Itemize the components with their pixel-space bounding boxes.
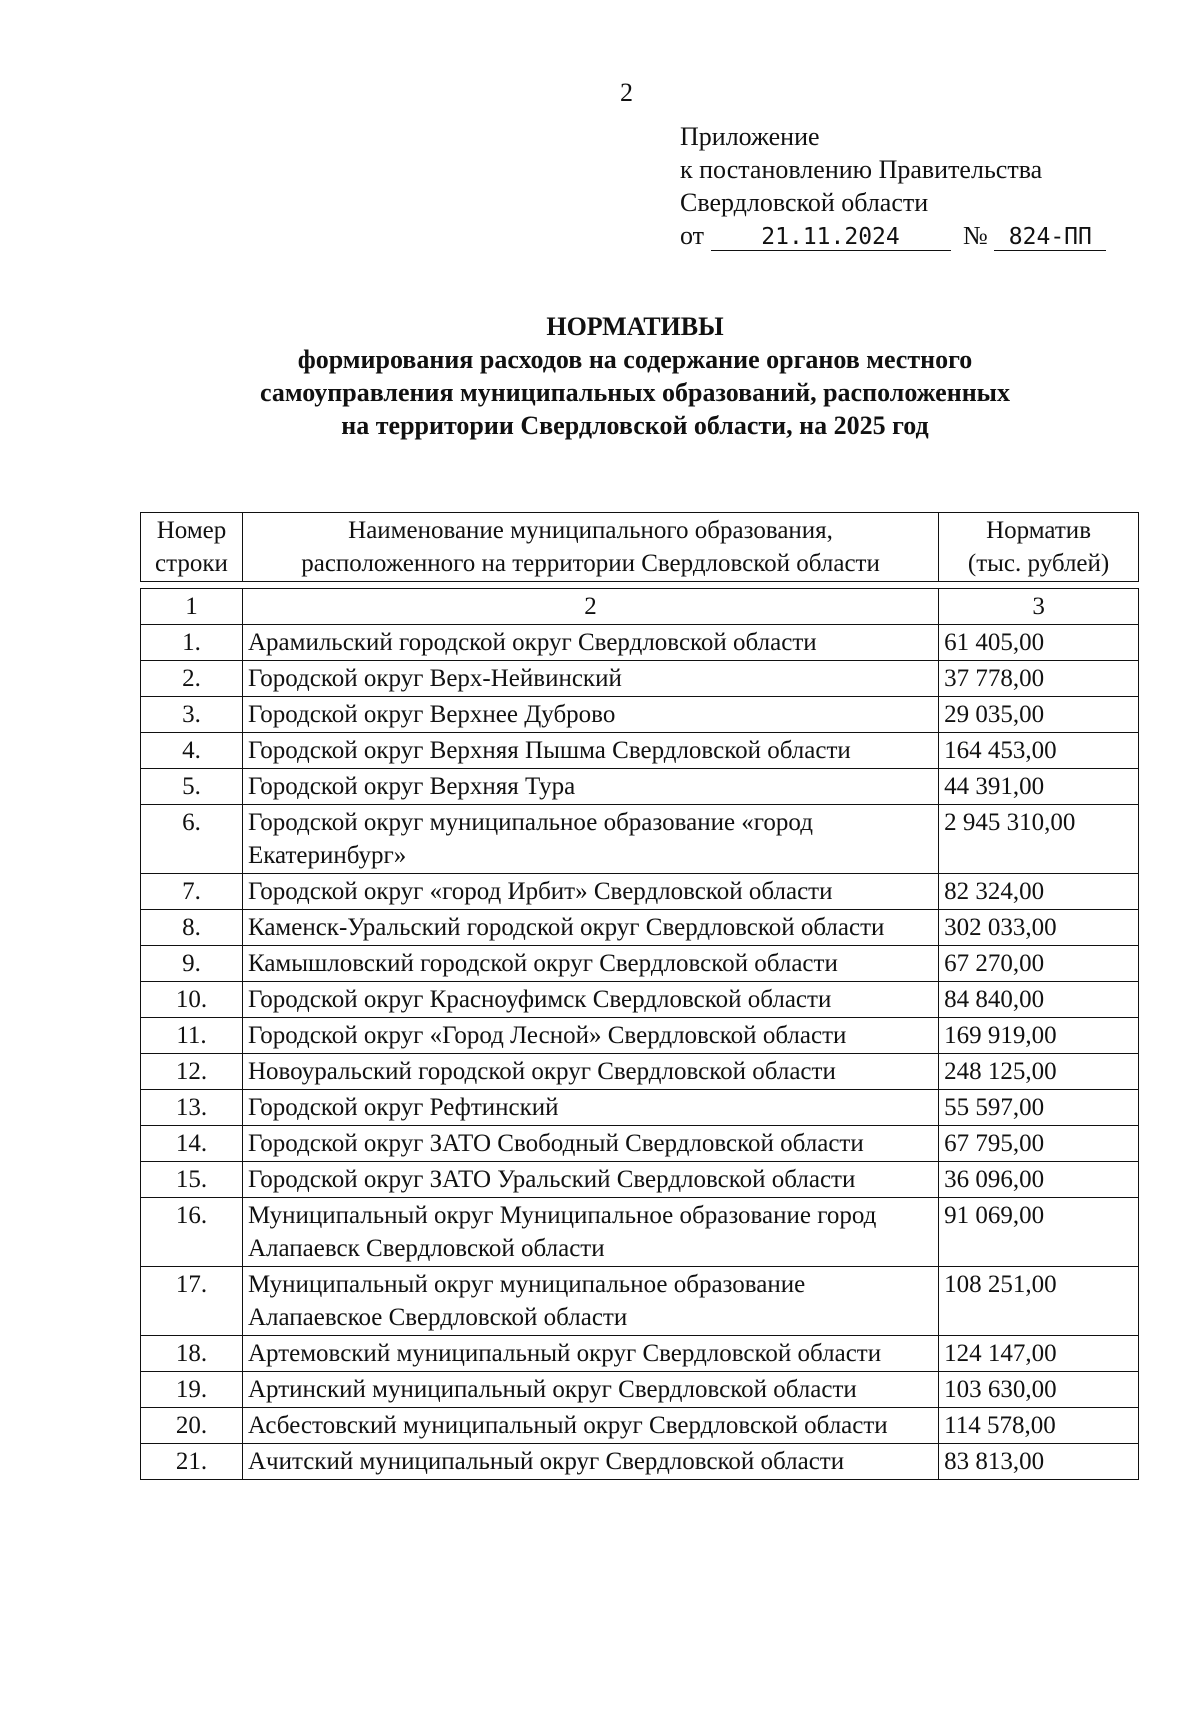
table-row	[141, 1444, 1139, 1480]
municipality-name-cell: Городской округ Верхняя Пышма Свердловской области	[242, 733, 938, 769]
norm-value-cell: 103 630,00	[939, 1372, 1139, 1408]
header-norm	[939, 513, 1139, 582]
norm-value-cell: 91 069,00	[939, 1198, 1139, 1267]
norm-value-cell: 169 919,00	[939, 1018, 1139, 1054]
municipality-name-cell: Городской округ ЗАТО Уральский Свердловской области	[242, 1162, 938, 1198]
decree-number: 824-ПП	[994, 224, 1106, 251]
row-number-cell: 19.	[141, 1372, 243, 1408]
row-number-cell: 8.	[141, 910, 243, 946]
column-number-3: 3	[939, 589, 1139, 625]
norm-value-cell: 36 096,00	[939, 1162, 1139, 1198]
row-number-cell: 9.	[141, 946, 243, 982]
norm-value-cell: 82 324,00	[939, 874, 1139, 910]
table-row	[141, 1336, 1139, 1372]
municipality-name-cell: Арамильский городской округ Свердловской области	[242, 625, 938, 661]
table-row	[141, 1267, 1139, 1336]
table-row	[141, 733, 1139, 769]
row-number-cell: 13.	[141, 1090, 243, 1126]
table-row	[141, 661, 1139, 697]
page-number: 2	[620, 78, 633, 107]
row-number-cell: 5.	[141, 769, 243, 805]
norm-value-cell: 37 778,00	[939, 661, 1139, 697]
table-row	[141, 697, 1139, 733]
row-number-cell: 7.	[141, 874, 243, 910]
norm-value-cell: 302 033,00	[939, 910, 1139, 946]
norm-value-cell: 248 125,00	[939, 1054, 1139, 1090]
appendix-date-line	[680, 219, 1106, 252]
row-number-cell: 2.	[141, 661, 243, 697]
municipality-name-cell: Ачитский муниципальный округ Свердловской области	[242, 1444, 938, 1480]
table-row	[141, 1018, 1139, 1054]
row-number-cell: 12.	[141, 1054, 243, 1090]
title-heading: НОРМАТИВЫ	[546, 312, 724, 341]
municipality-name-cell: Новоуральский городской округ Свердловской области	[242, 1054, 938, 1090]
header-row-number-line-2: строки	[155, 550, 228, 577]
norm-value-cell: 164 453,00	[939, 733, 1139, 769]
municipality-name-cell: Муниципальный округ Муниципальное образование город Алапаевск Свердловской области	[242, 1198, 938, 1267]
norm-value-cell: 44 391,00	[939, 769, 1139, 805]
column-number-1: 1	[141, 589, 243, 625]
municipality-name-cell: Муниципальный округ муниципальное образование Алапаевское Свердловской области	[242, 1267, 938, 1336]
municipality-name-cell: Артинский муниципальный округ Свердловской области	[242, 1372, 938, 1408]
norm-value-cell: 61 405,00	[939, 625, 1139, 661]
row-number-cell: 3.	[141, 697, 243, 733]
norm-value-cell: 108 251,00	[939, 1267, 1139, 1336]
municipality-name-cell: Каменск-Уральский городской округ Свердловской области	[242, 910, 938, 946]
table-row	[141, 982, 1139, 1018]
table-row	[141, 1090, 1139, 1126]
row-number-cell: 1.	[141, 625, 243, 661]
number-prefix: №	[963, 221, 988, 250]
municipality-name-cell: Городской округ «Город Лесной» Свердловской области	[242, 1018, 938, 1054]
norm-value-cell: 29 035,00	[939, 697, 1139, 733]
norm-value-cell: 67 270,00	[939, 946, 1139, 982]
date-prefix: от	[680, 221, 705, 250]
norm-value-cell: 67 795,00	[939, 1126, 1139, 1162]
header-name-line-1: Наименование муниципального образования,	[348, 517, 833, 544]
header-row-number	[141, 513, 243, 582]
header-name-line-2: расположенного на территории Свердловской области	[301, 550, 880, 577]
table-row	[141, 1408, 1139, 1444]
table-row	[141, 910, 1139, 946]
municipality-name-cell: Городской округ Верх-Нейвинский	[242, 661, 938, 697]
appendix-line-3: Свердловской области	[680, 188, 929, 217]
appendix-block	[680, 120, 1106, 252]
municipality-name-cell: Асбестовский муниципальный округ Свердловской области	[242, 1408, 938, 1444]
row-number-cell: 6.	[141, 805, 243, 874]
municipality-name-cell: Городской округ Верхняя Тура	[242, 769, 938, 805]
header-row-number-line-1: Номер	[156, 517, 227, 544]
row-number-cell: 20.	[141, 1408, 243, 1444]
title-line-3: на территории Свердловской области, на 2025 год	[341, 411, 929, 440]
norms-table	[140, 512, 1139, 1480]
table-row	[141, 1126, 1139, 1162]
municipality-name-cell: Городской округ Красноуфимск Свердловской области	[242, 982, 938, 1018]
table-row	[141, 625, 1139, 661]
municipality-name-cell: Городской округ Верхнее Дуброво	[242, 697, 938, 733]
row-number-cell: 18.	[141, 1336, 243, 1372]
column-number-row	[141, 589, 1139, 625]
municipality-name-cell: Артемовский муниципальный округ Свердловской области	[242, 1336, 938, 1372]
document-title	[0, 310, 1200, 442]
row-number-cell: 10.	[141, 982, 243, 1018]
row-number-cell: 16.	[141, 1198, 243, 1267]
norm-value-cell: 55 597,00	[939, 1090, 1139, 1126]
appendix-line-2: к постановлению Правительства	[680, 155, 1043, 184]
table-header-row	[141, 513, 1139, 582]
table-row	[141, 805, 1139, 874]
row-number-cell: 17.	[141, 1267, 243, 1336]
header-name	[242, 513, 938, 582]
norm-value-cell: 124 147,00	[939, 1336, 1139, 1372]
municipality-name-cell: Камышловский городской округ Свердловской области	[242, 946, 938, 982]
norm-value-cell: 2 945 310,00	[939, 805, 1139, 874]
table-row	[141, 1372, 1139, 1408]
table-row	[141, 946, 1139, 982]
table-spacer	[141, 582, 1139, 589]
table-row	[141, 874, 1139, 910]
table-row	[141, 1054, 1139, 1090]
row-number-cell: 4.	[141, 733, 243, 769]
municipality-name-cell: Городской округ ЗАТО Свободный Свердловской области	[242, 1126, 938, 1162]
table-row	[141, 769, 1139, 805]
table-row	[141, 1162, 1139, 1198]
row-number-cell: 15.	[141, 1162, 243, 1198]
header-norm-line-1: Норматив	[986, 517, 1091, 544]
norm-value-cell: 83 813,00	[939, 1444, 1139, 1480]
column-number-2: 2	[242, 589, 938, 625]
decree-date: 21.11.2024	[711, 224, 951, 251]
row-number-cell: 14.	[141, 1126, 243, 1162]
table-row	[141, 1198, 1139, 1267]
municipality-name-cell: Городской округ «город Ирбит» Свердловской области	[242, 874, 938, 910]
title-line-1: формирования расходов на содержание органов местного	[297, 345, 973, 374]
norm-value-cell: 114 578,00	[939, 1408, 1139, 1444]
header-norm-line-2: (тыс. рублей)	[967, 550, 1110, 577]
row-number-cell: 11.	[141, 1018, 243, 1054]
norm-value-cell: 84 840,00	[939, 982, 1139, 1018]
appendix-line-1: Приложение	[680, 122, 820, 151]
municipality-name-cell: Городской округ Рефтинский	[242, 1090, 938, 1126]
municipality-name-cell: Городской округ муниципальное образование «город Екатеринбург»	[242, 805, 938, 874]
row-number-cell: 21.	[141, 1444, 243, 1480]
title-line-2: самоуправления муниципальных образований, расположенных	[260, 378, 1010, 407]
